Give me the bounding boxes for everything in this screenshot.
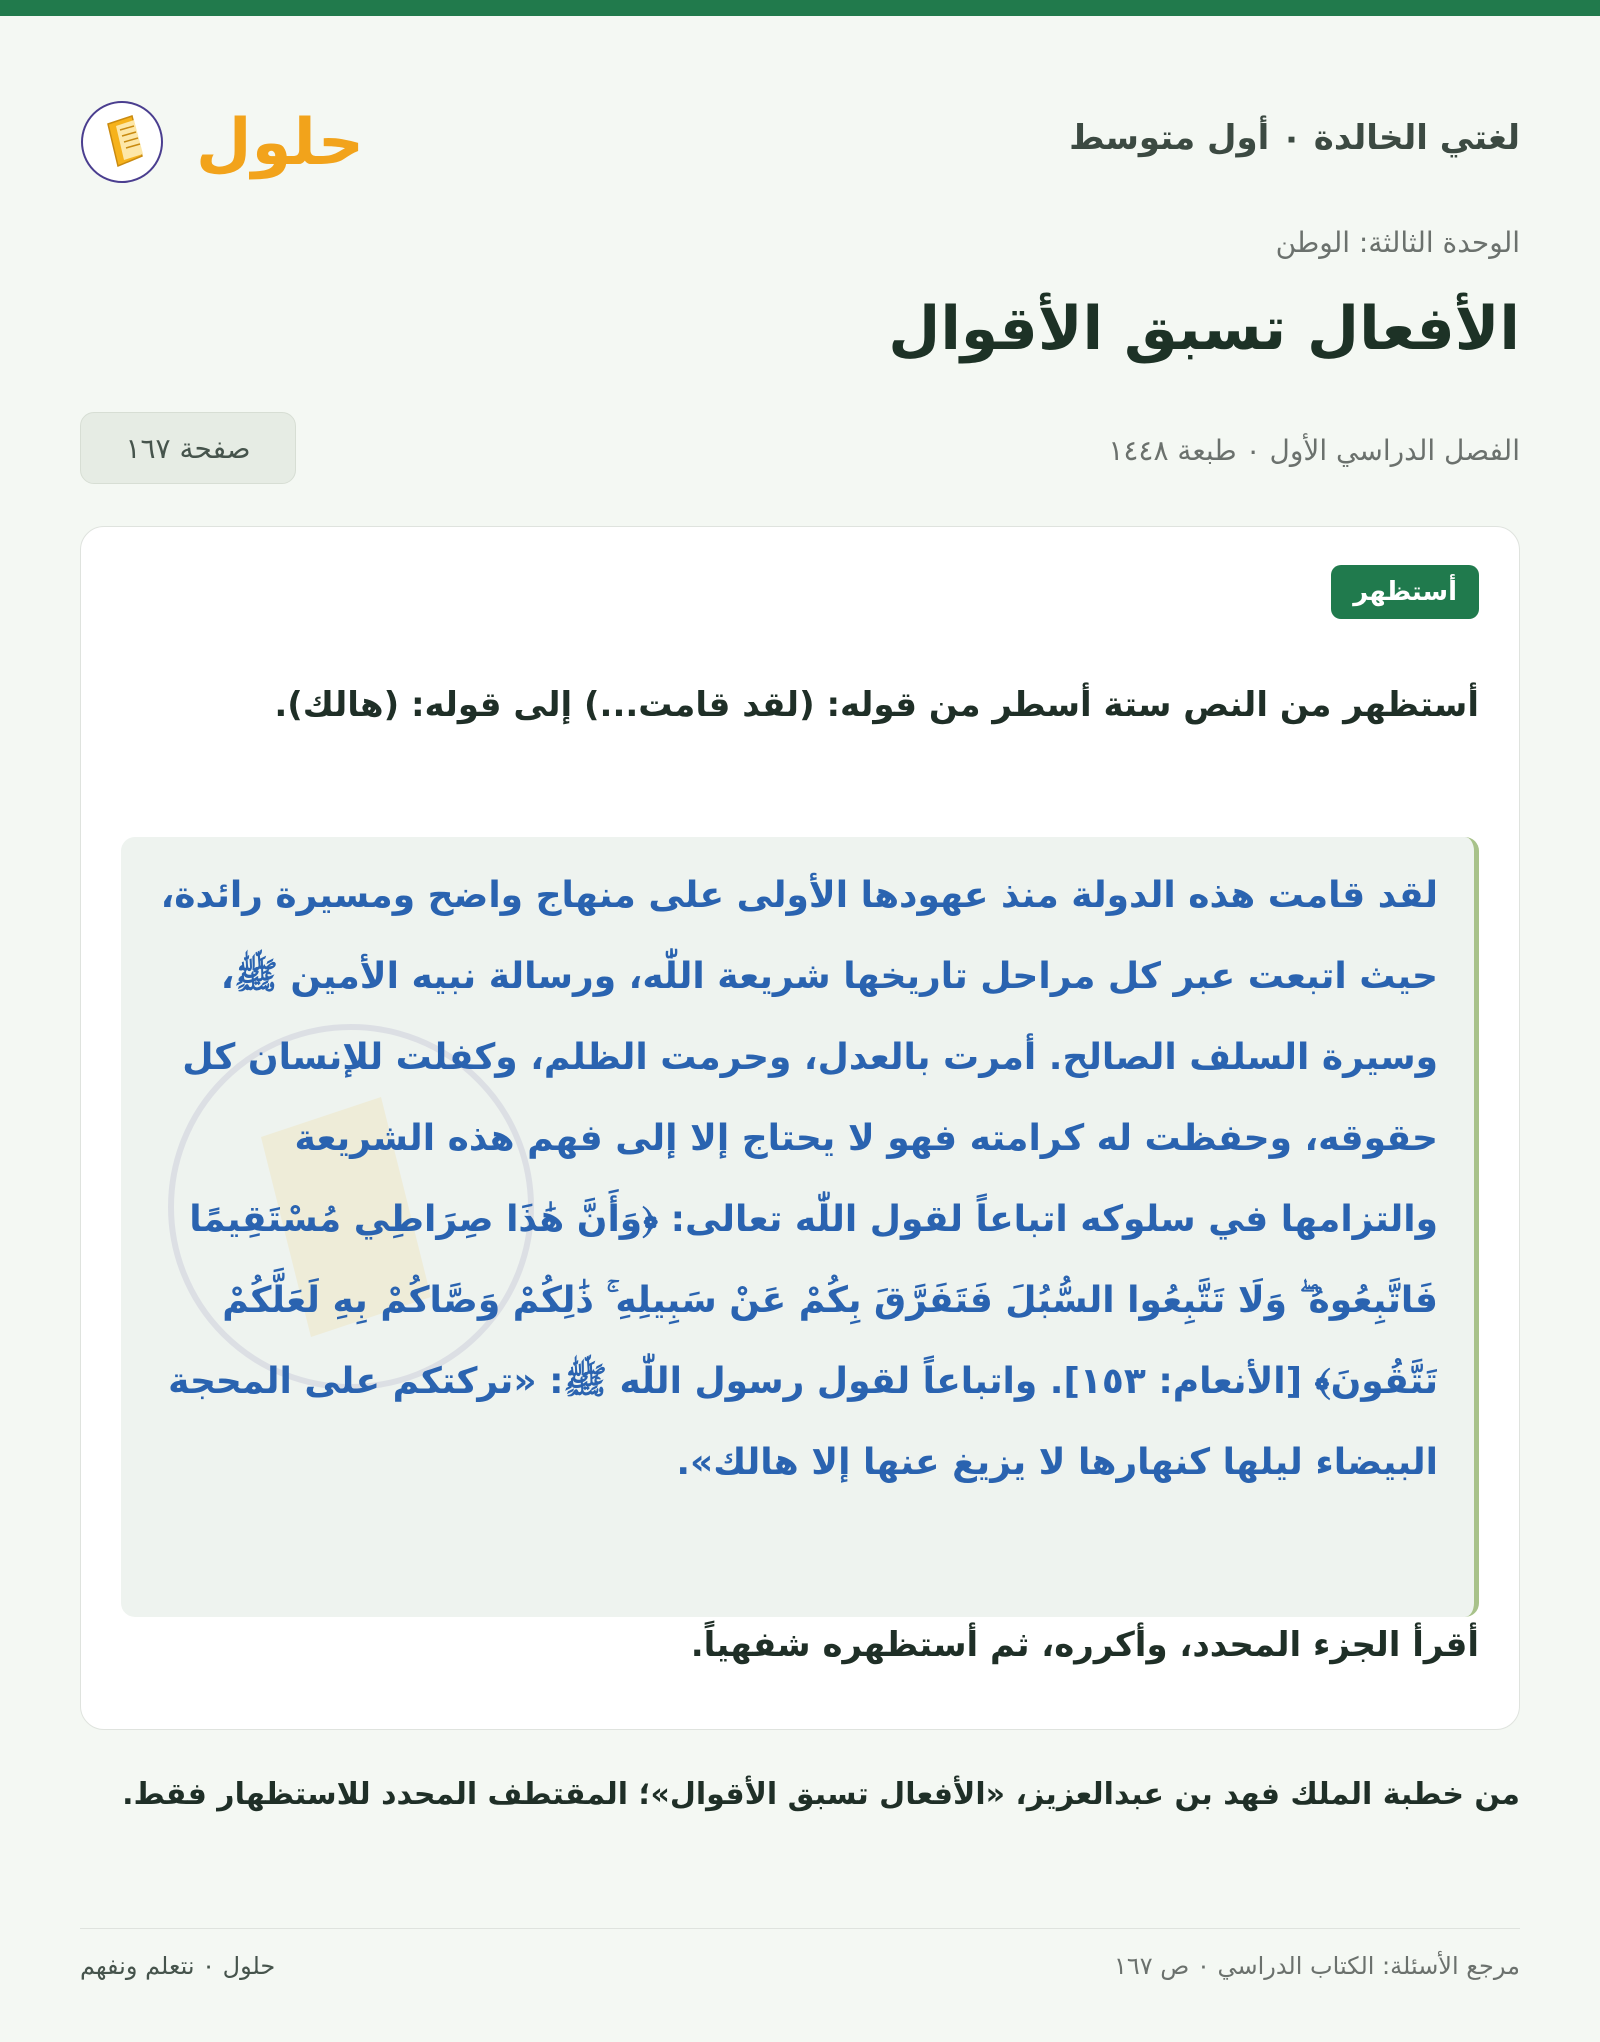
header — [80, 68, 1520, 218]
instruction-text: أقرأ الجزء المحدد، وأكرره، ثم أستظهره شفهياً. — [690, 1625, 1479, 1665]
source-note: من خطبة الملك فهد بن عبدالعزيز، «الأفعال تسبق الأقوال»؛ المقتطف المحدد للاستظهار فقط. — [122, 1777, 1520, 1812]
footer-divider — [80, 1928, 1520, 1929]
memorization-passage: لقد قامت هذه الدولة منذ عهودها الأولى على منهاج واضح ومسيرة رائدة، حيث اتبعت عبر كل مراحل تاريخها شريعة اللّٰه، ورسالة نبيه الأمين ﷺ، وسيرة السلف الصالح. أمرت بالعدل، وحرمت الظلم، وكفلت للإنسان كل حقوقه، وحفظت له كرامته فهو لا يحتاج إلا إلى فهم هذه الشريعة والتزامها في سلوكه اتباعاً لقول اللّٰه تعالى: ﴿وَأَنَّ هَٰذَا صِرَاطِي مُسْتَقِيمًا فَاتَّبِعُوهُ ۖ وَلَا تَتَّبِعُوا السُّبُلَ فَتَفَرَّقَ بِكُمْ عَنْ سَبِيلِهِ ۚ ذَٰلِكُمْ وَصَّاكُمْ بِهِ لَعَلَّكُمْ تَتَّقُونَ﴾ [الأنعام: ١٥٣]. واتباعاً لقول رسول اللّٰه ﷺ: «تركتكم على المحجة البيضاء ليلها كنهارها لا يزيغ عنها إلا هالك». — [160, 875, 1438, 1483]
footer-reference: مرجع الأسئلة: الكتاب الدراسي ٠ ص ١٦٧ — [1113, 1952, 1520, 1980]
question-card — [80, 526, 1520, 1730]
page-number-badge: صفحة ١٦٧ — [80, 412, 296, 484]
book-icon — [82, 102, 162, 182]
footer-brand[interactable]: حلول ٠ نتعلم ونفهم — [80, 1952, 276, 1980]
top-accent-bar — [0, 0, 1600, 16]
page-title: الأفعال تسبق الأقوال — [888, 294, 1520, 364]
question-text: أستظهر من النص ستة أسطر من قوله: (لقد قامت...) إلى قوله: (هالك). — [274, 685, 1479, 725]
logo-wordmark: حلول — [196, 106, 364, 180]
semester-edition: الفصل الدراسي الأول ٠ طبعة ١٤٤٨ — [1108, 434, 1520, 467]
site-logo[interactable] — [80, 86, 380, 196]
category-tag: أستظهر — [1331, 565, 1479, 619]
unit-label: الوحدة الثالثة: الوطن — [1275, 226, 1520, 259]
book-title: لغتي الخالدة ٠ أول متوسط — [1069, 118, 1520, 158]
page — [80, 16, 1520, 2042]
quote-box — [121, 837, 1479, 1617]
